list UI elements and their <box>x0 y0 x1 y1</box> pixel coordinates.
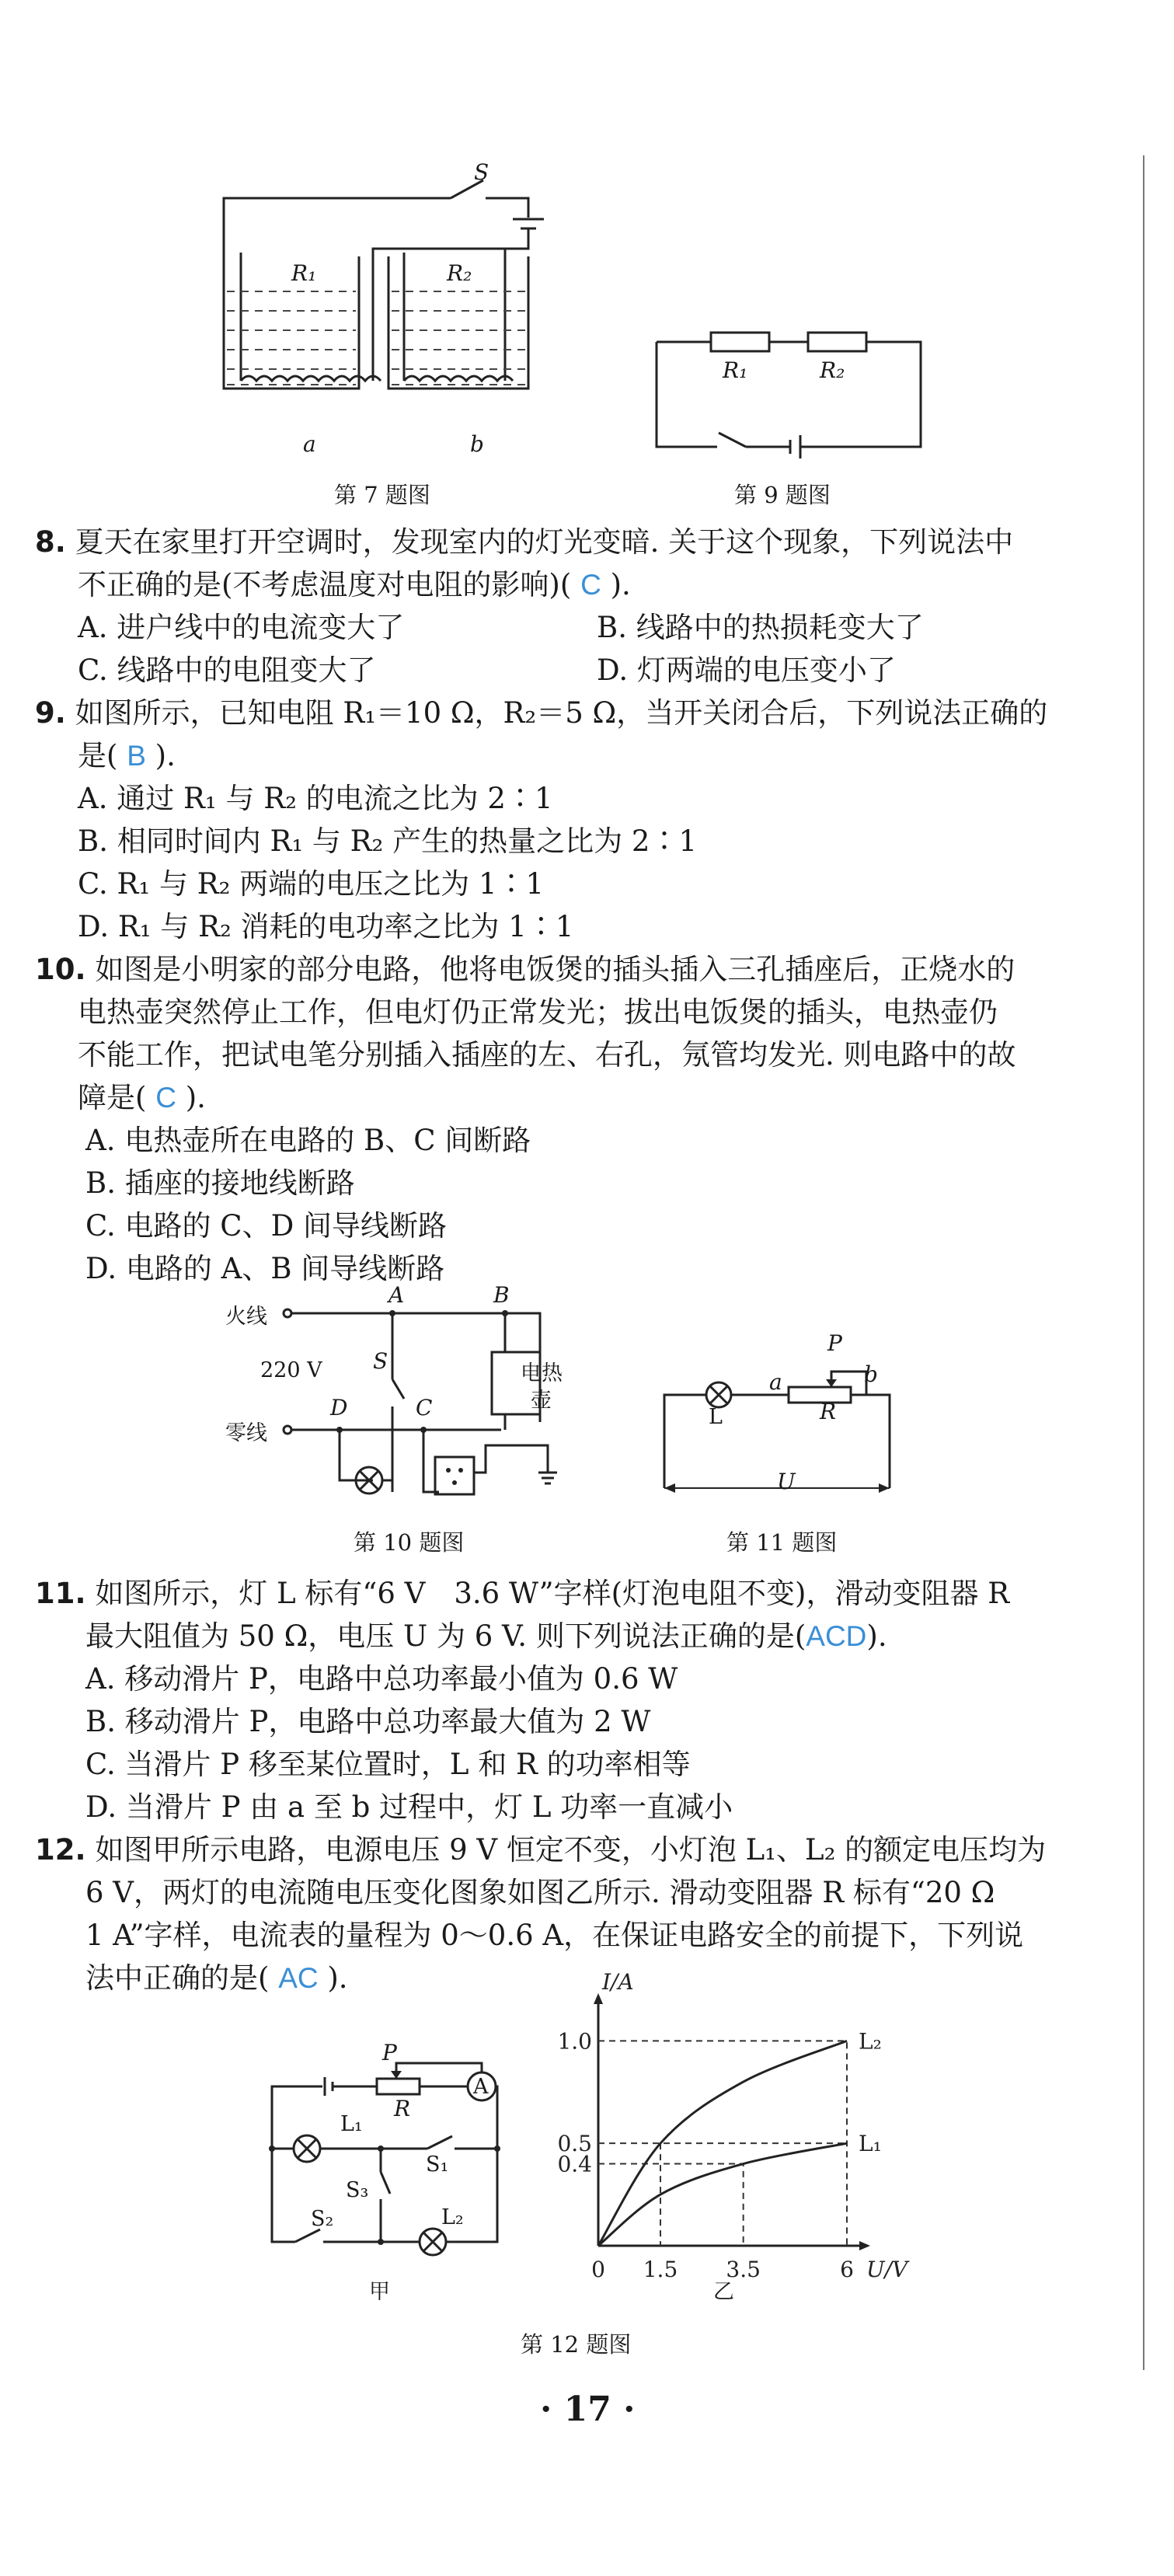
x-tick-label: 6 <box>840 2257 854 2282</box>
fig7-r2-label: R₂ <box>447 260 472 286</box>
q12-line4b: ). <box>327 1961 348 1995</box>
q12-stem-line-4 <box>85 1958 348 1999</box>
fig7-r1-label: R₁ <box>291 260 317 286</box>
fig10-B-label: B <box>493 1282 510 1308</box>
x-tick-label: 1.5 <box>643 2257 678 2282</box>
fig9-caption: 第 9 题图 <box>734 482 831 508</box>
fig7-caption: 第 7 题图 <box>334 482 430 508</box>
figure-9-circuit <box>657 326 983 458</box>
fig10-kettle-label-2: 壶 <box>531 1389 552 1413</box>
fig12-S1-label: S₁ <box>426 2152 449 2177</box>
q12-stem-line-2: 6 V，两灯的电流随电压变化图象如图乙所示. 滑动变阻器 R 标有“20 Ω <box>85 1876 995 1909</box>
fig12-P-label: P <box>382 2040 397 2065</box>
q11-option-b: B. 移动滑片 P，电路中总功率最大值为 2 W <box>85 1705 651 1738</box>
fig12-ammeter-label: A <box>473 2075 489 2099</box>
series-label-2: L₁ <box>859 2131 882 2157</box>
fig12-jia-label: 甲 <box>369 2280 390 2304</box>
q9-stem-line-2 <box>78 736 176 776</box>
q10-stem-line-3: 不能工作，把试电笔分别插入插座的左、右孔，氖管均发光. 则电路中的故 <box>78 1038 1016 1072</box>
fig10-A-label: A <box>388 1282 405 1308</box>
q8-stem-line-2 <box>78 565 631 605</box>
page-number: · 17 · <box>540 2390 636 2429</box>
q8-line2b: ). <box>610 568 631 601</box>
fig11-U-label: U <box>777 1469 796 1494</box>
series-line-2 <box>598 2143 847 2246</box>
fig11-a-label: a <box>769 1369 782 1395</box>
q10-stem-line-4 <box>78 1078 206 1118</box>
fig7-a-label: a <box>303 431 316 457</box>
fig10-S-label: S <box>373 1348 388 1374</box>
q11-option-c: C. 当滑片 P 移至某位置时，L 和 R 的功率相等 <box>85 1748 691 1781</box>
fig12-S2-label: S₂ <box>311 2207 334 2231</box>
x-axis-label: U/V <box>866 2257 908 2282</box>
fig12-caption: 第 12 题图 <box>521 2331 632 2358</box>
q8-option-c: C. 线路中的电阻变大了 <box>78 654 376 687</box>
fig12-yi-label: 乙 <box>713 2280 734 2304</box>
fig11-caption: 第 11 题图 <box>726 1529 838 1556</box>
fig12-L1-label: L₁ <box>340 2112 363 2136</box>
q12-line4a: 法中正确的是( <box>85 1961 270 1995</box>
fig10-kettle-label-1: 电热 <box>521 1361 563 1386</box>
q10-option-b: B. 插座的接地线断路 <box>85 1166 355 1200</box>
q8-option-b: B. 线路中的热损耗变大了 <box>597 611 924 644</box>
fig12-S3-label: S₃ <box>346 2178 369 2202</box>
q10-line1: 如图是小明家的部分电路，他将电饭煲的插头插入三孔插座后，正烧水的 <box>95 953 1015 986</box>
fig9-r2-label: R₂ <box>820 357 845 383</box>
fig11-P-label: P <box>827 1330 842 1356</box>
fig10-C-label: C <box>416 1395 433 1420</box>
fig9-r1-label: R₁ <box>723 357 748 383</box>
q11-answer: ACD <box>806 1620 867 1652</box>
q11-stem-line-1 <box>35 1574 1009 1614</box>
q10-option-d: D. 电路的 A、B 间导线断路 <box>85 1252 445 1285</box>
q8-stem-line-1 <box>35 522 1013 563</box>
y-tick-label: 0.4 <box>557 2151 592 2177</box>
fig12-R-label: R <box>394 2096 411 2121</box>
q9-line1: 如图所示，已知电阻 R₁＝10 Ω，R₂＝5 Ω，当开关闭合后，下列说法正确的 <box>75 696 1048 730</box>
fig10-caption: 第 10 题图 <box>354 1529 465 1556</box>
fig11-b-label: b <box>864 1361 878 1387</box>
q9-option-d: D. R₁ 与 R₂ 消耗的电功率之比为 1∶1 <box>78 910 574 943</box>
q9-option-b: B. 相同时间内 R₁ 与 R₂ 产生的热量之比为 2∶1 <box>78 824 697 858</box>
q10-answer: C <box>155 1082 176 1114</box>
q10-option-a: A. 电热壶所在电路的 B、C 间断路 <box>85 1124 531 1157</box>
q11-option-d: D. 当滑片 P 由 a 至 b 过程中，灯 L 功率一直减小 <box>85 1790 733 1824</box>
q11-stem-line-2 <box>85 1616 887 1657</box>
x-axis-arrow <box>859 2241 870 2250</box>
q8-answer: C <box>580 569 601 601</box>
q8-number: 8. <box>35 525 66 559</box>
q8-line2a: 不正确的是(不考虑温度对电阻的影响)( <box>78 568 572 601</box>
q9-option-c: C. R₁ 与 R₂ 两端的电压之比为 1∶1 <box>78 867 545 901</box>
q9-answer: B <box>127 740 146 772</box>
figure-12-yi-chart <box>557 1969 925 2288</box>
q9-line2b: ). <box>155 739 176 772</box>
q10-number: 10. <box>35 953 86 986</box>
q9-stem-line-1 <box>35 693 1047 734</box>
x-tick-origin: 0 <box>591 2257 605 2282</box>
fig7-switch-label: S <box>474 159 489 185</box>
q12-answer: AC <box>278 1962 319 1994</box>
fig11-R-label: R <box>820 1399 837 1424</box>
q9-number: 9. <box>35 696 66 730</box>
q8-option-a: A. 进户线中的电流变大了 <box>78 611 405 644</box>
fig10-voltage-label: 220 V <box>260 1358 322 1382</box>
q8-line1: 夏天在家里打开空调时，发现室内的灯光变暗. 关于这个现象，下列说法中 <box>75 525 1014 559</box>
q11-line2a: 最大阻值为 50 Ω，电压 U 为 6 V. 则下列说法正确的是( <box>85 1619 806 1653</box>
q9-line2a: 是( <box>78 739 118 772</box>
q11-option-a: A. 移动滑片 P，电路中总功率最小值为 0.6 W <box>85 1662 678 1696</box>
fig11-L-label: L <box>709 1405 723 1429</box>
fig10-live-label: 火线 <box>225 1305 267 1329</box>
fig10-neutral-label: 零线 <box>225 1421 267 1445</box>
q11-number: 11. <box>35 1577 86 1610</box>
x-tick-label: 3.5 <box>726 2257 761 2282</box>
figure-7-circuit <box>218 155 575 435</box>
q10-line4a: 障是( <box>78 1081 147 1114</box>
q12-number: 12. <box>35 1833 86 1867</box>
fig7-b-label: b <box>470 431 484 457</box>
q10-line4b: ). <box>185 1081 206 1114</box>
fig12-L2-label: L₂ <box>441 2205 464 2229</box>
right-margin-line <box>1143 155 1144 2370</box>
q9-option-a: A. 通过 R₁ 与 R₂ 的电流之比为 2∶1 <box>78 782 553 815</box>
q12-stem-line-1 <box>35 1830 1046 1870</box>
q12-stem-line-3: 1 A”字样，电流表的量程为 0～0.6 A，在保证电路安全的前提下，下列说 <box>85 1919 1024 1952</box>
q10-stem-line-1 <box>35 950 1015 990</box>
fig10-D-label: D <box>330 1395 348 1420</box>
q12-line1: 如图甲所示电路，电源电压 9 V 恒定不变，小灯泡 L₁、L₂ 的额定电压均为 <box>95 1833 1047 1867</box>
q10-option-c: C. 电路的 C、D 间导线断路 <box>85 1209 448 1243</box>
series-label-1: L₂ <box>859 2028 882 2055</box>
q11-line1: 如图所示，灯 L 标有“6 V 3.6 W”字样(灯泡电阻不变)，滑动变阻器 R <box>95 1577 1010 1610</box>
y-axis-label: I/A <box>602 1969 634 1995</box>
q10-stem-line-2: 电热壶突然停止工作，但电灯仍正常发光；拔出电饭煲的插头，电热壶仍 <box>78 995 998 1029</box>
q8-option-d: D. 灯两端的电压变小了 <box>597 654 896 687</box>
y-tick-label: 0.5 <box>557 2131 592 2157</box>
q11-line2b: ). <box>866 1619 887 1653</box>
y-axis-arrow <box>594 1993 603 2004</box>
y-tick-label: 1.0 <box>557 2028 592 2055</box>
